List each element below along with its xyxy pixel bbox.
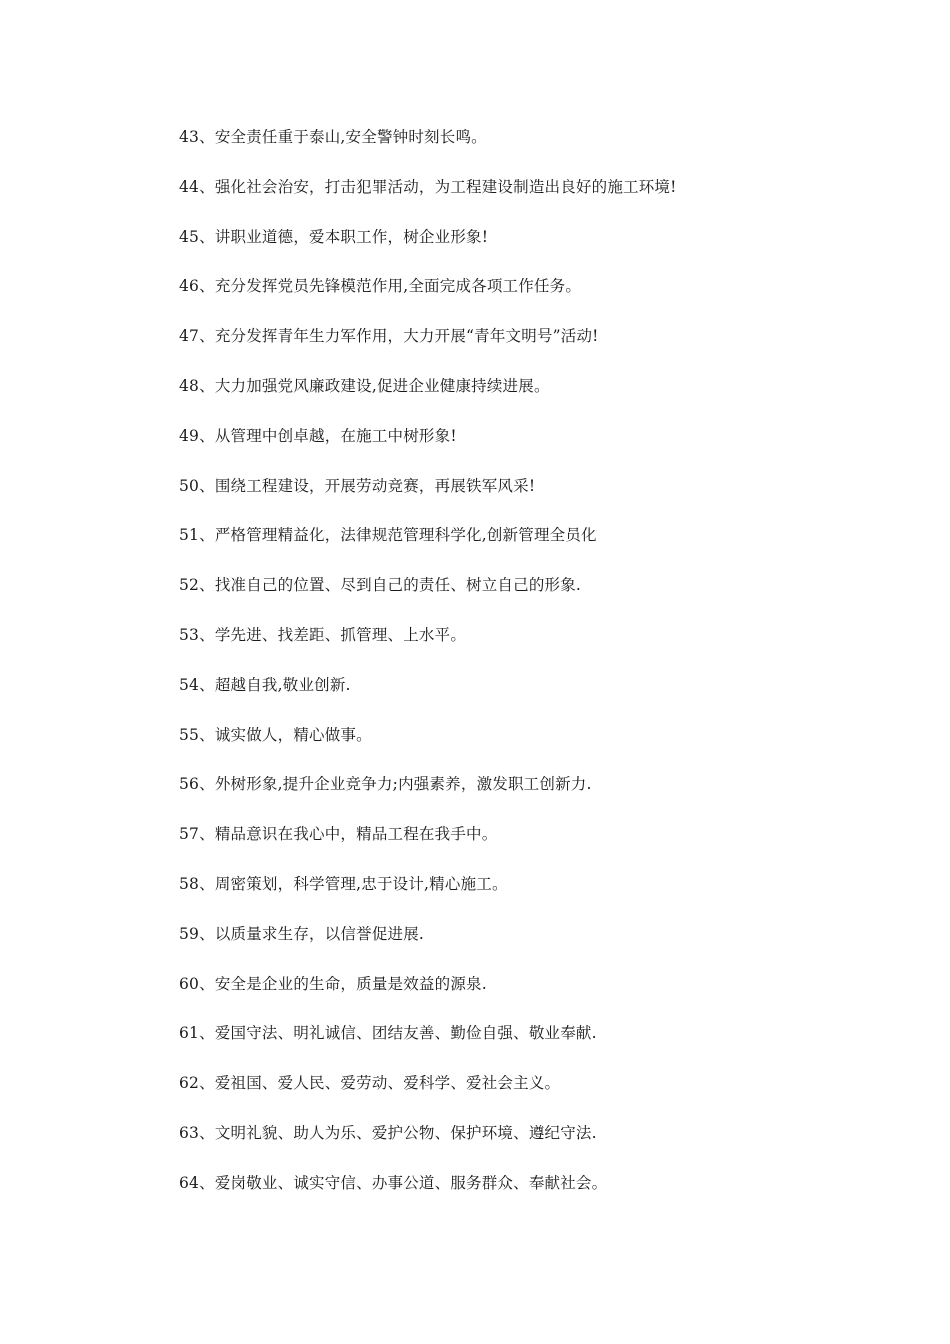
slogan-line: 62、爱祖国、爱人民、爱劳动、爱科学、爱社会主义。 bbox=[179, 1074, 561, 1093]
slogan-line: 59、以质量求生存，以信誉促进展. bbox=[179, 924, 425, 943]
slogan-line: 63、文明礼貌、助人为乐、爱护公物、保护环境、遵纪守法. bbox=[179, 1123, 597, 1142]
slogan-list bbox=[179, 124, 899, 1220]
slogan-line: 43、安全责任重于泰山,安全警钟时刻长鸣。 bbox=[179, 128, 487, 146]
slogan-line: 53、学先进、找差距、抓管理、上水平。 bbox=[179, 625, 467, 644]
slogan-line: 55、诚实做人，精心做事。 bbox=[179, 725, 372, 744]
slogan-line: 48、大力加强党风廉政建设,促进企业健康持续进展。 bbox=[179, 376, 550, 395]
slogan-line: 49、从管理中创卓越，在施工中树形象! bbox=[179, 426, 457, 445]
slogan-line: 45、讲职业道德，爱本职工作，树企业形象! bbox=[179, 227, 489, 246]
slogan-line: 64、爱岗敬业、诚实守信、办事公道、服务群众、奉献社会。 bbox=[179, 1173, 608, 1192]
slogan-line: 60、安全是企业的生命，质量是效益的源泉. bbox=[179, 974, 487, 993]
slogan-line: 46、充分发挥党员先锋模范作用,全面完成各项工作任务。 bbox=[179, 277, 582, 296]
slogan-line: 50、围绕工程建设，开展劳动竞赛，再展铁军风采! bbox=[179, 476, 536, 495]
slogan-line: 51、严格管理精益化，法律规范管理科学化,创新管理全员化 bbox=[179, 526, 597, 545]
slogan-line: 61、爱国守法、明礼诚信、团结友善、勤俭自强、敬业奉献. bbox=[179, 1024, 597, 1043]
slogan-line: 44、强化社会治安，打击犯罪活动，为工程建设制造出良好的施工环境! bbox=[179, 177, 677, 196]
slogan-line: 56、外树形象,提升企业竞争力;内强素养，激发职工创新力. bbox=[179, 775, 592, 794]
slogan-line: 54、超越自我,敬业创新. bbox=[179, 675, 351, 694]
slogan-line: 57、精品意识在我心中，精品工程在我手中。 bbox=[179, 825, 498, 844]
slogan-line: 52、找准自己的位置、尽到自己的责任、树立自己的形象. bbox=[179, 576, 582, 595]
slogan-line: 47、充分发挥青年生力军作用，大力开展“青年文明号”活动! bbox=[179, 327, 599, 346]
slogan-line: 58、周密策划，科学管理,忠于设计,精心施工。 bbox=[179, 874, 508, 893]
